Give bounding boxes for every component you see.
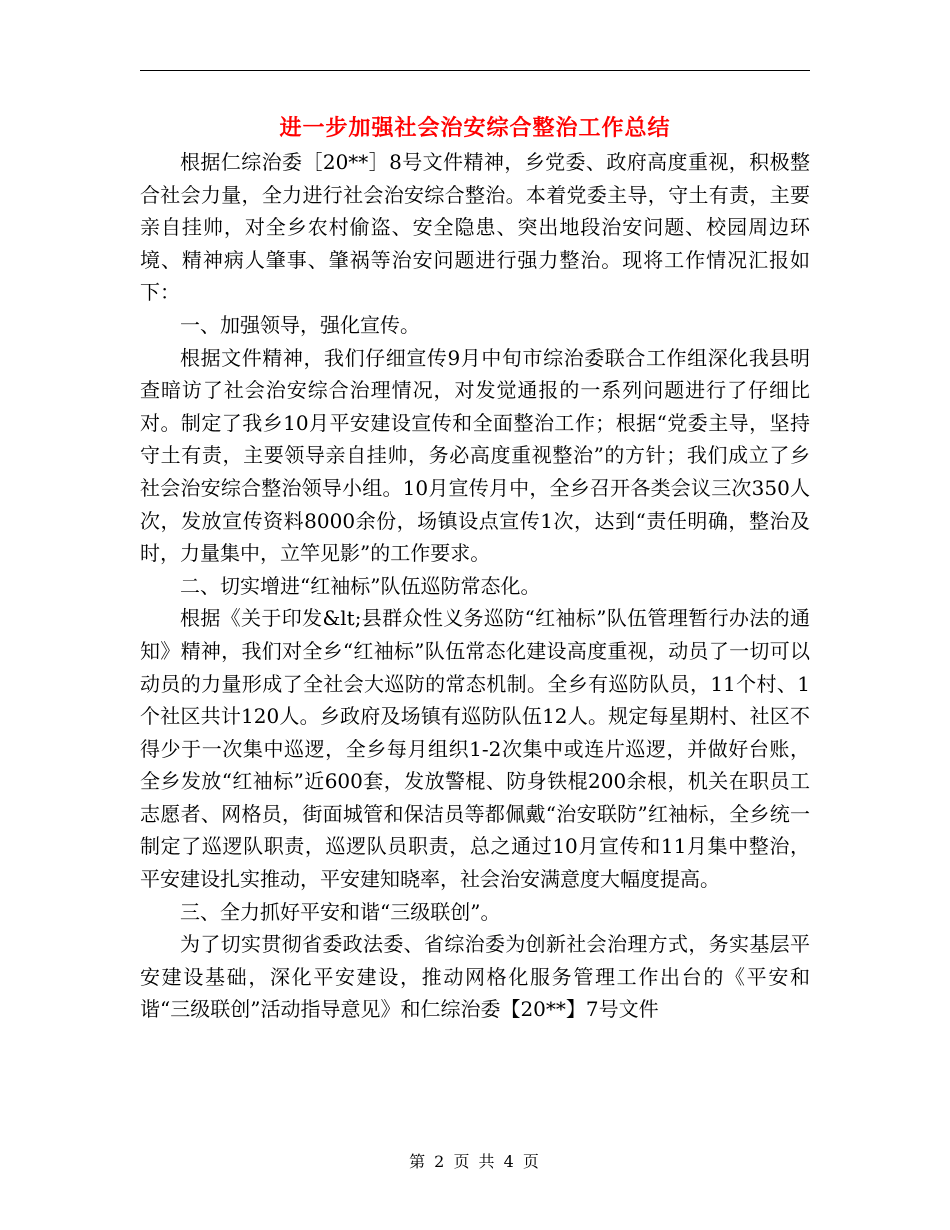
paragraph-section-2: 根据《关于印发&lt;县群众性义务巡防“红袖标”队伍管理暂行办法的通知》精神，我们对全乡“红袖标”队伍常态化建设高度重视，动员了一切可以动员的力量形成了全社会大巡防的常态机制。全乡有巡防队员，11个村、1个社区共计120人。乡政府及场镇有巡防队伍12人。规定每星期村、社区不得少于一次集中巡逻，全乡每月组织1-2次集中或连片巡逻，并做好台账，全乡发放“红袖标”近600套，发放警棍、防身铁棍200余根，机关在职员工志愿者、网格员，街面城管和保洁员等都佩戴“治安联防”红袖标，全乡统一制定了巡逻队职责，巡逻队员职责，总之通过10月宣传和11月集中整治，平安建设扎实推动，平安建知晓率，社会治安满意度大幅度提高。: [140, 606, 810, 892]
paragraph-section-3: 为了切实贯彻省委政法委、省综治委为创新社会治理方式，务实基层平安建设基础，深化平安建设，推动网格化服务管理工作出台的《平安和谐“三级联创”活动指导意见》和仁综治委【20**】7号文件: [140, 932, 810, 1022]
section-heading-3: 三、全力抓好平安和谐“三级联创”。: [180, 899, 501, 924]
header-rule: [140, 70, 810, 71]
paragraph-intro: 根据仁综治委［20**］8号文件精神，乡党委、政府高度重视，积极整合社会力量，全力进行社会治安综合整治。本着党委主导，守土有责，主要亲自挂帅，对全乡农村偷盗、安全隐患、突出地段治安问题、校园周边环境、精神病人肇事、肇祸等治安问题进行强力整治。现将工作情况汇报如下：: [140, 150, 810, 305]
paragraph-section-1: 根据文件精神，我们仔细宣传9月中旬市综治委联合工作组深化我县明查暗访了社会治安综合治理情况，对发觉通报的一系列问题进行了仔细比对。制定了我乡10月平安建设宣传和全面整治工作；根据“党委主导，坚持守土有责，主要领导亲自挂帅，务必高度重视整治”的方针；我们成立了乡社会治安综合整治领导小组。10月宣传月中，全乡召开各类会议三次350人次，发放宣传资料8000余份，场镇设点宣传1次，达到“责任明确，整治及时，力量集中，立竿见影”的工作要求。: [140, 345, 810, 566]
document-title: 进一步加强社会治安综合整治工作总结: [279, 115, 671, 141]
document-body: [140, 146, 810, 1026]
page-number: 第 2 页 共 4 页: [409, 1152, 541, 1171]
section-heading-1: 一、加强领导，强化宣传。: [180, 312, 420, 337]
section-heading-2: 二、切实增进“红袖标”队伍巡防常态化。: [180, 573, 541, 598]
